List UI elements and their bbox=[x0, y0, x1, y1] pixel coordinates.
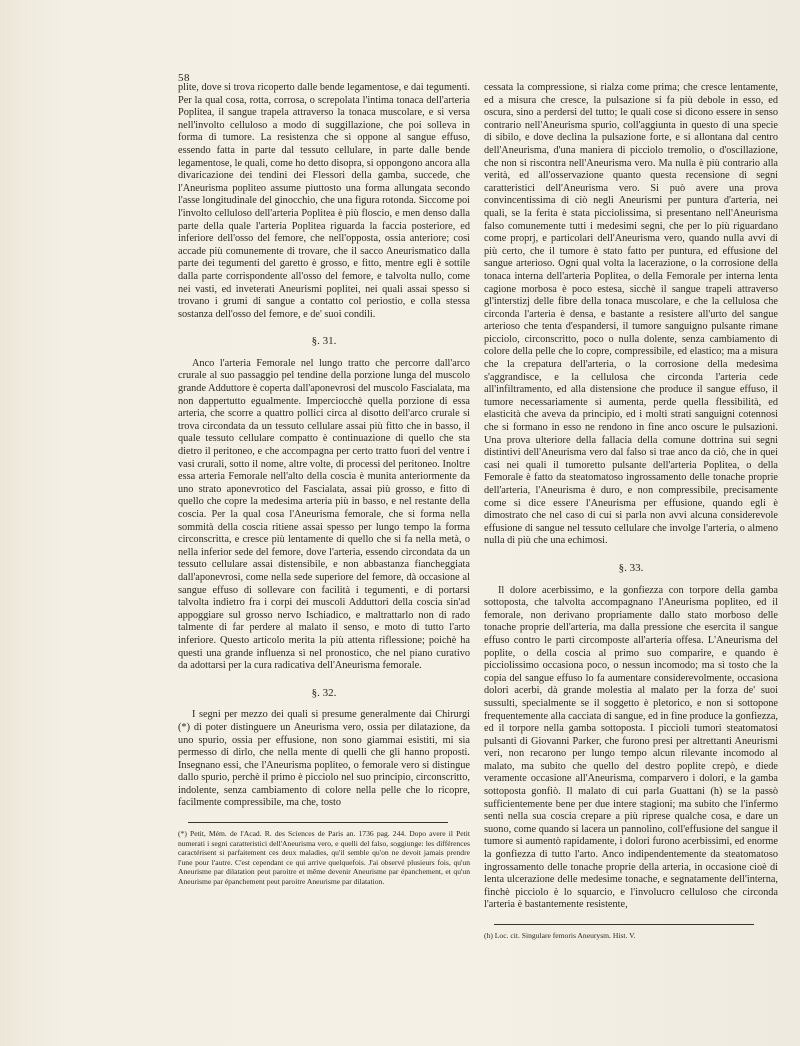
paragraph-continued: plite, dove si trova ricoperto dalle bende legamentose, e dai tegumenti. Per la qual cosa, rotta, corrosa, o screpolata l'intima tonaca dell'arteria Poplitea, il sangue trapela attraverso la tonaca muscolare, e si versa nell'involto celluloso a modo di suggillazione, che poi solleva in forma di tumore. La resistenza che si oppone al sangue effuso, essendo fatta in parte dal tessuto cellulare, in parte dalle bende legamentose, le quali, come ho detto disopra, si oppongono ancora alla divaricazione dei tendini dei Flessori della gamba, succede, che l'Aneurisma popliteo assume piuttosto una forma allungata secondo l'asse longitudinale del ginocchio, che una figura rotonda. Siccome poi l'involto celluloso dell'arteria Poplitea è più floscio, e men denso dalla parte della quale l'arteria Poplitea riguarda la faccia posteriore, ed inferiore dell'osso del femore, che nell'opposta, ossia anteriore; così accade più comunemente di trovare, che il sacco Aneurismatico dalla parte dei tegumenti del garetto è grosso, e fitto, mentre egli è sottile dalla parte corrispondente all'osso del femore, e talvolta nullo, come nei vasti, ed inveterati Aneurismi poplitei, nei quali assai spesso si trovano i grumi di sangue a contatto col periostio, e colla stessa sostanza dell'osso del femore, e de' suoi condili. bbox=[178, 82, 470, 320]
paragraph-32: I segni per mezzo dei quali si presume generalmente dai Chirurgi (*) di poter distinguere un Aneurisma vero, ossia per dilatazione, da uno spurio, ossia per effusione, non sono giammai esistiti, mi sia permesso di dirlo, che nella mente di quelli che gli hanno proposti. Insegnano essi, che l'Aneurisma popliteo, o femorale vero si distingue dallo spurio, perchè il primo è picciolo nel suo principio, circonscritto, indolente, senza cambiamento di colore nella pelle che lo ricopre, facilmente compressibile, ma che, tosto bbox=[178, 709, 470, 809]
section-heading-33: §. 33. bbox=[618, 561, 644, 574]
left-column bbox=[178, 82, 470, 887]
footnote-text: (*) Petit, Mém. de l'Acad. R. des Sciences de Paris an. 1736 pag. 244. Dopo avere il Petit numerati i segni caratteristici dell'Aneurisma vero, e quelli del falso, soggiunge: les différences caractérisent si parfaitement ces deux maladies, qu'il semble qu'on ne devoit jamais prendre l'une pour l'autre. C'est cependant ce qui arrive quelquefois. J'ai observé plusieurs fois, qu'un Aneurisme par dilatation peut paroitre et même devenir Aneurisme par épanchement, et qu'un Aneurisme par épanchement peut paroitre Aneurisme par dilatation. bbox=[178, 829, 470, 887]
paragraph-continued-right: cessata la compressione, si rialza come prima; che cresce lentamente, ed a misura che cresce, la pulsazione si fa più debole in esso, ed oscura, sino a perdersi del tutto; le quali cose si dicono essere in senso contrario nell'Aneurisma spurio, coll'aggiunta in questo di una specie di sibilo, e dove declina la pulsazione forte, e si allontana dal centro dell'Aneurisma, d'una maniera di picciolo tremolio, o d'oscillazione, che non si riscontra nell'Aneurisma vero. Ma nulla è più contrario alla verità, ed all'osservazione quanto questa recensione di segni caratteristici dell'Aneurisma vero. Si può avere una prova convincentissima di ciò negli Aneurismi per puntura d'arteria, nei quali, se la ferita è stata picciolissima, si presentano nell'Aneurisma falso comunemente tutti i medesimi segni, che per lo più riguardano come proprj, e particolari dell'Aneurisma vero, quando nulla avvi di più certo, che il tumore è stato fatto per puntura, ed effusione del sangue arterioso. Ogni qual volta la lacerazione, o la corrosione della tonaca interna dell'arteria Poplitea, o della Femorale per interna lenta cagione morbosa è poco estesa, sicchè il sangue trapeli attraverso gl'interstizj delle fibre della tonaca muscolare, e che la cellulosa che circonda l'arteria è densa, e bastante a resistere all'urto del sangue arterioso che tenta d'espandersi, il tumore sanguigno pulsante rimane picciolo, circonscritto, poco o nulla dolente, senza cambiamento di colore della pelle che lo copre, compressibile, ed elastico; ma a misura che la crepatura dell'arteria, o la corrosione della medesima s'aggrandisce, e la cellulosa che circonda l'arteria cede all'infiltramento, ed alla distensione che produce il sangue effuso, il tumore necessariamente si aumenta, perde quella flessibilità, ed elasticità che aveva da principio, ed i molti strati sanguigni cotennosi che si formano in esso ne rendono in fine anco oscure le pulsazioni. Una prova ulteriore della fallacia della comune dottrina sui segni distintivi dell'Aneurisma vero dal falso si trae anco da ciò, che in quei casi nei quali il tumoretto pulsante dell'arteria Poplitea, o della Femorale è fatto da steatomatoso ingrossamento delle tonache proprie dell'arteria, l'Aneurisma è duro, e non compressibile, precisamente come si dice essere l'Aneurisma per effusione, quando egli è dimostrato che nel caso di cui si parla non avvi alcuna considerevole effusione di sangue nel tessuto cellulare che involge l'arteria, o almeno nulla di più che una echimosi. bbox=[484, 82, 778, 547]
footnote-left bbox=[178, 829, 470, 887]
section-heading-32: §. 32. bbox=[311, 686, 337, 699]
footnote-text-right: (h) Loc. cit. Singulare femoris Aneurysm. Hist. V. bbox=[484, 931, 636, 940]
paragraph-33: Il dolore acerbissimo, e la gonfiezza con torpore della gamba sottoposta, che talvolta accompagnano l'Aneurisma popliteo, ed il femorale, non derivano propriamente dallo stato morboso delle tonache proprie dell'arteria, ma dalla pressione che esercita il sangue effuso contro le parti circomposte all'arteria offesa. L'Aneurisma del poplite, o della coscia al primo suo comparire, e quando è picciolissimo occasiona poco, o nessun incomodo; ma sì tosto che la copia del sangue effuso lo fa aumentare considerevolmente, occasiona dolori acerbi, dà grande molestia al malato per la forza de' suoi sussulti, specialmente se il soggetto è pletorico, e non si sottopone frequentemente alla cacciata di sangue, ed in fine produce la gonfiezza, ed il torpore nella gamba sottoposta. I piccioli tumori steatomatosi pulsanti di Giovanni Parker, che furono presi per altrettanti Aneurismi veri, non recarono per lungo tempo alcun rilevante incomodo al malato, ma subito che quello del destro poplite crepò, e diede veramente occasione all'Aneurisma, comparvero i dolori, e la gamba sottoposta gonfiò. Il malato di cui parla Guattani (h) se la passò sufficientemente bene per due intere stagioni; ma subito che l'infermo sentì nella sua coscia crepare a più riprese qualche cosa, e dare un suono, come quando si lacera un pannolino, coll'effusione del sangue il tumore si aumentò rapidamente, i dolori furono acerbissimi, ed enorme la gonfiezza di tutto l'arto. Anco indipendentemente da steatomatoso ingrossamento delle tonache proprie della arteria, in occasione cioè di lenta ulcerazione delle medesime tonache, e segnatamente dell'interna, finchè picciolo è lo squarcio, e l'involucro celluloso che circonda l'arteria è bastantemente resistente, bbox=[484, 584, 778, 911]
footnote-rule-right bbox=[494, 924, 754, 925]
footnote-rule bbox=[188, 822, 448, 823]
section-heading-31: §. 31. bbox=[311, 335, 337, 348]
paragraph-31: Anco l'arteria Femorale nel lungo tratto che percorre dall'arco crurale al suo passaggio pel tendine della porzione lunga del muscolo grande Adduttore è coperta dall'aponevrosi del muscolo Fascialata, ma non dappertutto egualmente. Imperciocchè quella porzione di essa arteria, che scorre a quattro pollici circa al disotto dell'arco crurale si trova circondata da un tessuto cellulare assai più fitto che in basso, il quale tessuto cellulare compatto è continuazione di quello che sta dietro il peritoneo, e che accompagna per certo tratto fuori del ventre i vasi crurali, sotto il nome, altre volte, di processi del peritoneo. Inoltre essa arteria Femorale nell'alto della coscia è munita anteriormente da uno strato aponevrotico del Fascialata, assai più grosso, e fitto di quello che copre la medesima arteria più in basso, e nel restante della coscia. Per la qual cosa l'Aneurisma femorale, che si forma nella sommità della coscia ritiene assai spesso per lungo tempo la forma circonscritta, e cresce più lentamente di quello che si fa nella metà, o nella inferior sede del femore, dove l'arteria, essendo circondata da un tessuto cellulare assai distensibile, e non abbastanza fiancheggiata dall'aponevrosi, come nella sede superiore del femore, dà occasione al sangue effuso di sollevare con facilità i tegumenti, e di portarsi talvolta indietro fra i corpi dei muscoli Adduttori della coscia sin'ad appoggiare sul grosso nervo Ischiadico, e maltrattarlo non di rado talmente di far perdere al malato il senso, e moto di tutto l'arto inferiore. Questo articolo merita la più attenta riflessione; poichè ha questi una grande influenza sì nel pronostico, che nel piano curativo da adottarsi per la cura radicativa dell'Aneurisma femorale. bbox=[178, 357, 470, 672]
right-column bbox=[484, 82, 778, 941]
footnote-right bbox=[484, 931, 778, 941]
page-number: 58 bbox=[178, 72, 190, 84]
